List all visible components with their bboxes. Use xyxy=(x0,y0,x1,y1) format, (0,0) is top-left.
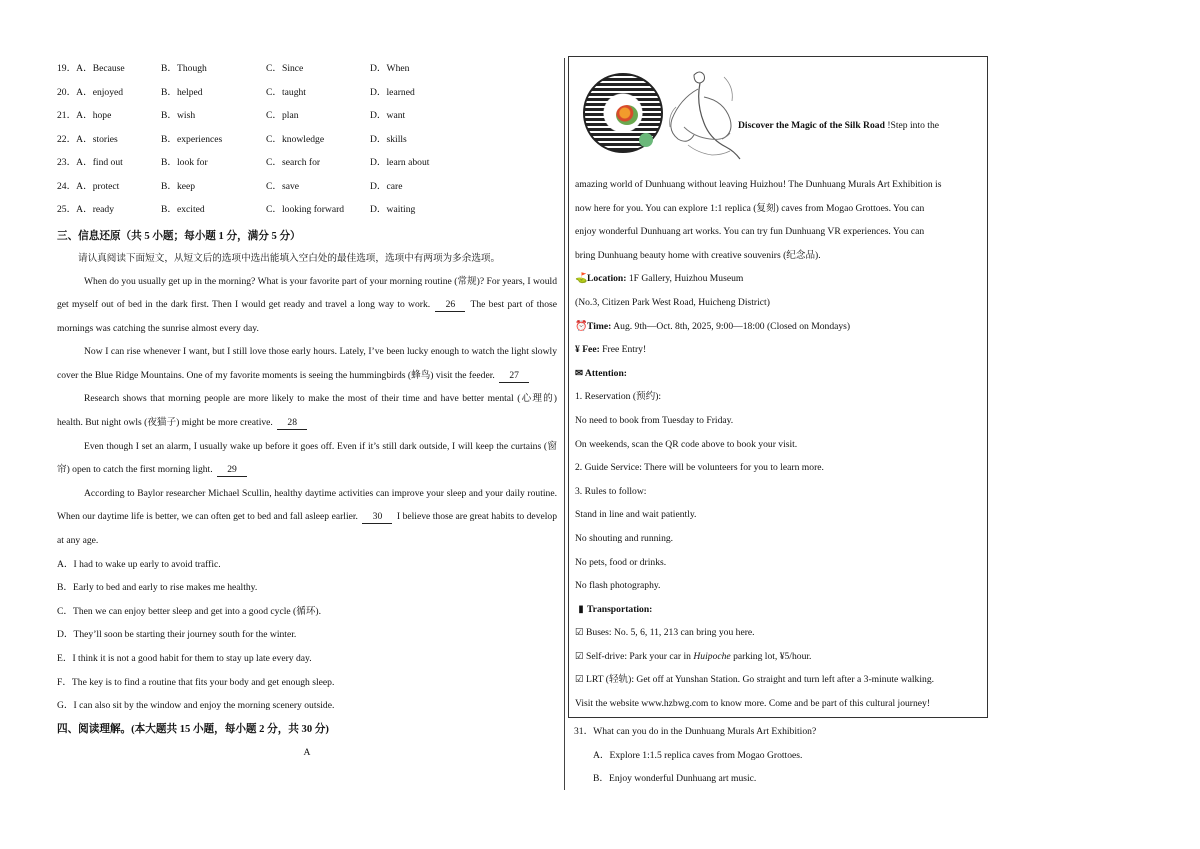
attention-item-6: Stand in line and wait patiently. xyxy=(575,509,697,521)
blank-30[interactable]: 30 xyxy=(362,511,392,524)
option-19c: C．Since xyxy=(266,63,304,74)
option-20b: B．helped xyxy=(161,86,203,98)
transport-lrt: ☑ LRT (轻轨): Get off at Yunshan Station. Go straight and turn left after a 3-minute walking. xyxy=(575,674,935,686)
transport-label: Transportation: xyxy=(587,603,653,615)
option-21d: D．want xyxy=(370,110,406,121)
attention-item-1: 1. Reservation (预约): xyxy=(575,391,662,403)
option-22b: B．experiences xyxy=(161,133,223,145)
ad-line-4: bring Dunhuang beauty home with creative souvenirs (纪念品). xyxy=(575,249,821,261)
blank-27[interactable]: 27 xyxy=(499,370,529,383)
question-31-option-b[interactable]: B．Enjoy wonderful Dunhuang art music. xyxy=(593,773,757,785)
attention-item-4: 2. Guide Service: There will be volunteers for you to learn more. xyxy=(575,462,824,474)
section4-title: 四、阅读理解。(本大题共 15 小题，每小题 2 分，共 30 分) xyxy=(57,723,329,735)
ad-line-3: enjoy wonderful Dunhuang art works. You can try fun Dunhuang VR experiences. You can xyxy=(575,226,925,238)
visit-website-line: Visit the website www.hzbwg.com to know more. Come and be part of this cultural journey! xyxy=(575,698,931,710)
question-31-option-a[interactable]: A．Explore 1:1.5 replica caves from Mogao Grottoes. xyxy=(593,749,803,761)
option-row-20 xyxy=(57,84,557,108)
blank-28[interactable]: 28 xyxy=(277,417,307,430)
headline-bold: Discover the Magic of the Silk Road xyxy=(738,120,885,131)
choice-a: A．I had to wake up early to avoid traffic. xyxy=(57,558,221,570)
attention-item-3: On weekends, scan the QR code above to book your visit. xyxy=(575,438,798,450)
option-22d: D．skills xyxy=(370,133,407,145)
attention-item-7: No shouting and running. xyxy=(575,532,674,544)
attention-item-2: No need to book from Tuesday to Friday. xyxy=(575,414,734,426)
ad-headline xyxy=(738,117,939,135)
option-24a: 24．A．protect xyxy=(57,180,120,192)
option-21b: B．wish xyxy=(161,110,196,121)
fee-line xyxy=(575,338,985,362)
question-31 xyxy=(574,720,994,791)
headline-rest: !Step into the xyxy=(887,120,940,131)
paragraph-4-text: Even though I set an alarm, I usually wake up before it goes off. Even if it’s still dark outside, I will keep the curtains (窗帘) open to catch the first morning light. xyxy=(57,440,557,476)
option-21a: 21．A．hope xyxy=(57,110,112,121)
museum-logo-icon xyxy=(616,105,638,125)
blank-29[interactable]: 29 xyxy=(217,464,247,477)
option-24b: B．keep xyxy=(161,180,196,192)
passage-paragraph-2 xyxy=(57,340,557,387)
self-drive-text-end: parking lot, ¥5/hour. xyxy=(730,650,812,662)
paragraph-2-text: Now I can rise whenever I want, but I still love those early hours. Lately, I’ve been lucky enough to watch the light slowly cover the Blue Ridge Mountains. One of my favorite moments is seeing the hummingbirds (蜂鸟) visit the feeder. xyxy=(57,346,557,381)
option-row-24 xyxy=(57,178,557,202)
option-23d: D．learn about xyxy=(370,157,430,168)
ad-header xyxy=(579,67,979,167)
bus-icon: ▮ xyxy=(578,603,584,615)
option-20a: 20．A．enjoyed xyxy=(57,86,124,98)
option-20c: C．taught xyxy=(266,86,306,98)
option-20d: D．learned xyxy=(370,86,415,98)
parking-lot-name: Huipoche xyxy=(693,650,731,662)
paragraph-1-text-end: The best part of those mornings was catching the sunrise almost every day. xyxy=(57,299,557,334)
attention-line xyxy=(575,362,985,386)
address-line: (No.3, Citizen Park West Road, Huicheng District) xyxy=(575,296,770,308)
passage-paragraph-4 xyxy=(57,435,557,482)
blank-26[interactable]: 26 xyxy=(435,299,465,312)
choice-d: D．They’ll soon be starting their journey south for the winter. xyxy=(57,629,297,641)
app-badge-icon xyxy=(639,133,653,147)
option-25a: 25．A．ready xyxy=(57,204,115,215)
left-column xyxy=(57,60,557,763)
self-drive-text: ☑ Self-drive: Park your car in xyxy=(575,650,694,662)
choice-g: G．I can also sit by the window and enjoy the morning scenery outside. xyxy=(57,700,335,712)
location-line xyxy=(575,267,985,291)
option-21c: C．plan xyxy=(266,110,299,121)
section3-instructions: 请认真阅读下面短文，从短文后的选项中选出能填入空白处的最佳选项，选项中有两项为多余选项。 xyxy=(78,252,501,264)
fee-label: ¥ Fee: xyxy=(575,344,600,356)
option-22c: C．knowledge xyxy=(266,133,325,145)
ad-body xyxy=(575,173,985,716)
option-23a: 23．A．find out xyxy=(57,157,123,168)
ad-line-2: now here for you. You can explore 1:1 replica (复刻) caves from Mogao Grottoes. You can xyxy=(575,202,925,214)
attention-item-9: No flash photography. xyxy=(575,580,661,592)
ad-line-1: amazing world of Dunhuang without leaving Huizhou! The Dunhuang Murals Art Exhibition is xyxy=(575,179,942,190)
option-25d: D．waiting xyxy=(370,204,416,215)
option-19d: D．When xyxy=(370,63,410,74)
option-25b: B．excited xyxy=(161,204,205,215)
question-31-stem: 31．What can you do in the Dunhuang Murals Art Exhibition? xyxy=(574,726,817,737)
option-19b: B．Though xyxy=(161,63,207,74)
location-value: 1F Gallery, Huizhou Museum xyxy=(626,273,744,285)
passage-paragraph-5 xyxy=(57,482,557,553)
attention-item-5: 3. Rules to follow: xyxy=(575,485,647,497)
option-row-19 xyxy=(57,60,557,84)
time-label: Time: xyxy=(587,320,612,332)
choice-c: C．Then we can enjoy better sleep and get into a good cycle (循环). xyxy=(57,605,322,617)
option-24c: C．save xyxy=(266,180,300,192)
choice-e: E．I think it is not a good habit for them to stay up late every day. xyxy=(57,653,312,664)
location-icon: ⛳ xyxy=(575,273,588,285)
section3-title: 三、信息还原（共 5 小题；每小题 1 分，满分 5 分） xyxy=(57,230,301,242)
location-label: Location: xyxy=(587,273,627,285)
flying-apsara-illustration xyxy=(664,67,744,167)
column-divider xyxy=(564,58,565,790)
option-row-23 xyxy=(57,154,557,178)
option-23c: C．search for xyxy=(266,157,321,168)
paragraph-5-text-end: I believe those are great habits to develop at any age. xyxy=(57,511,558,547)
transport-line xyxy=(575,598,985,622)
passage-paragraph-1 xyxy=(57,270,557,341)
choice-b: B．Early to bed and early to rise makes me healthy. xyxy=(57,582,258,594)
attention-item-8: No pets, food or drinks. xyxy=(575,556,667,568)
choice-f: F．The key is to find a routine that fits your body and get enough sleep. xyxy=(57,676,335,688)
option-24d: D．care xyxy=(370,180,403,192)
paragraph-5-text: According to Baylor researcher Michael Scullin, healthy daytime activities can improve your sleep and your daily routine. When our daytime life is better, we can often get to bed and fall asleep earlier. xyxy=(57,487,557,523)
transport-bus: ☑ Buses: No. 5, 6, 11, 213 can bring you here. xyxy=(575,627,755,639)
option-23b: B．look for xyxy=(161,157,208,168)
option-25c: C．looking forward xyxy=(266,204,345,215)
time-value: Aug. 9th—Oct. 8th, 2025, 9:00—18:00 (Closed on Mondays) xyxy=(611,320,851,332)
option-22a: 22．A．stories xyxy=(57,133,118,145)
passage-paragraph-3 xyxy=(57,387,557,434)
paragraph-3-text: Research shows that morning people are more likely to make the most of their time and have better mental (心理的) health. But night owls (夜猫子) might be more creative. xyxy=(57,393,557,429)
passage-label-a: A xyxy=(303,746,311,758)
option-row-25 xyxy=(57,201,557,225)
option-row-22 xyxy=(57,131,557,155)
transport-self-drive xyxy=(575,645,985,669)
exhibition-ad xyxy=(568,56,988,718)
clock-icon: ⏰ xyxy=(575,320,588,332)
option-19a: 19．A．Because xyxy=(57,63,125,74)
attention-label: ✉ Attention: xyxy=(575,367,628,379)
paragraph-1-text: When do you usually get up in the morning? What is your favorite part of your morning routine (常规)? For years, I would get myself out of bed in the dark first. Then I would get ready and travel a long way to work. xyxy=(57,275,557,311)
option-row-21 xyxy=(57,107,557,131)
time-line xyxy=(575,315,985,339)
fee-value: Free Entry! xyxy=(599,344,647,356)
